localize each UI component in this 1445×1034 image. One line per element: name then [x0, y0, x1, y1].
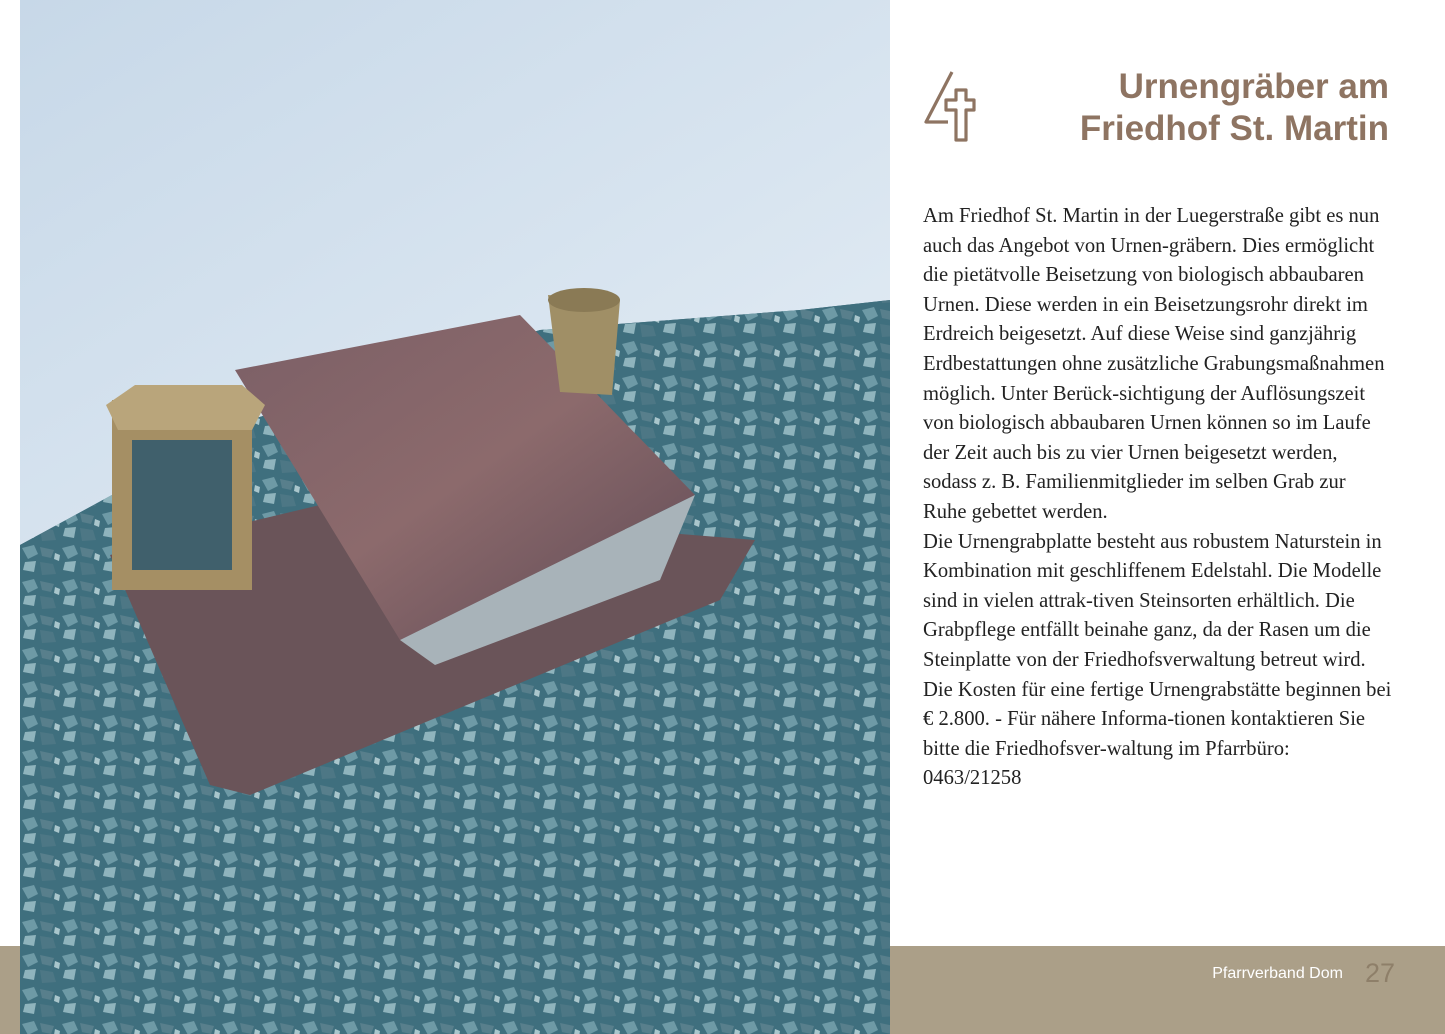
footer: [890, 946, 1445, 1001]
publication-name: Pfarrverband Dom: [1212, 964, 1343, 982]
photo-urn-grave: [20, 0, 890, 1034]
number-four-cross-icon: [922, 68, 976, 146]
page-number: 27: [1364, 958, 1395, 988]
paragraph-costs: Die Kosten für eine fertige Urnengrabstätte beginnen bei € 2.800. - Für nähere Informa-tionen kontaktieren Sie bitte die Friedhofsver-waltung im Pfarrbüro: 0463/21258: [923, 678, 1392, 790]
title-line-2: Friedhof St. Martin: [1079, 109, 1389, 148]
article-body: [923, 202, 1393, 794]
title-line-1: Urnengräber am: [1118, 67, 1389, 106]
paragraph-material: Die Urnengrabplatte besteht aus robustem Naturstein in Kombination mit geschliffenem Edelstahl. Die Modelle sind in vielen attrak-tiven Steinsorten erhältlich. Die Grabpflege entfällt beinahe ganz, da der Rasen um die Steinplatte von der Friedhofsverwaltung betreut wird.: [923, 530, 1382, 671]
page-title: [1000, 66, 1389, 150]
paragraph-intro: Am Friedhof St. Martin in der Luegerstraße gibt es nun auch das Angebot von Urnen-gräbern. Dies ermöglicht die pietätvolle Beisetzung von biologisch abbaubaren Urnen. Diese werden in ein Beisetzungsrohr direkt im Erdreich beigesetzt. Auf diese Weise sind ganzjährig Erdbestattungen ohne zusätzliche Grabungsmaßnahmen möglich. Unter Berück-sichtigung der Auflösungszeit von biologisch abbaubaren Urnen können so im Laufe der Zeit auch bis zu vier Urnen beigesetzt werden, sodass z. B. Familienmitglieder im selben Grab zur Ruhe gebettet werden.: [923, 205, 1385, 523]
